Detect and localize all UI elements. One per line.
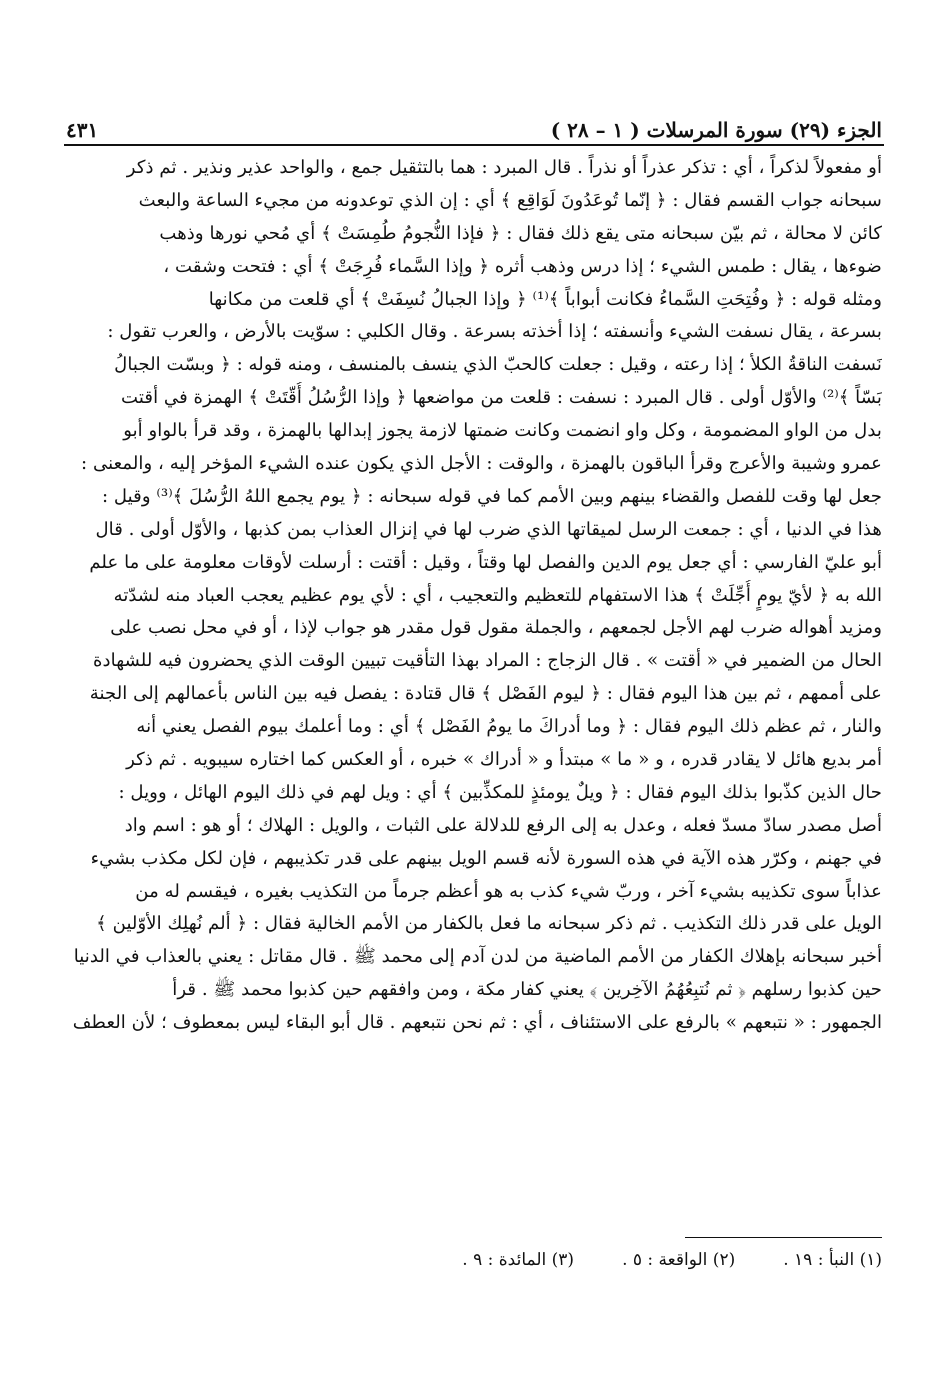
text-line: جعل لها وقت للفصل والقضاء بينهم وبين الأمم كما في قوله سبحانه : ﴿ يوم يجمع اللهُ الرُّسُلَ ﴾⁽³⁾ وقيل : — [102, 485, 882, 507]
body-text — [66, 152, 882, 1040]
footnote-2: (٢) الواقعة : ٥ . — [622, 1250, 736, 1270]
text-line: عمرو وشيبة والأعرج وقرأ الباقون بالهمزة ، والوقت : الأجل الذي يكون عنده الشيء المؤخر إليه ، والمعنى : — [81, 453, 882, 475]
footnote-3: (٣) المائدة : ٩ . — [462, 1250, 575, 1270]
text-line: الحال من الضمير في « أقتت » . قال الزجاج : المراد بهذا التأقيت تبيين الوقت الذي يحضرون فيه للشهادة — [93, 650, 882, 672]
header-rule — [64, 144, 884, 146]
text-line: ومزيد أهواله ضرب لهم الأجل لجمعهم ، والجملة مقول قول مقدر هو جواب لإذا ، أو في محل نصب على — [110, 617, 882, 639]
running-title: الجزء (٢٩) سورة المرسلات ( ١ – ٢٨ ) — [550, 118, 882, 142]
text-line: في جهنم ، وكرّر هذه الآية في هذه السورة لأنه قسم الويل بينهم على قدر تكذيبهم ، فإن لكل مكذب بشيء — [90, 847, 882, 869]
text-line: أو مفعولاً لذكراً ، أي : تذكر عذراً أو نذراً . قال المبرد : هما بالتثقيل جمع ، والواحد عذير ونذير . ثم ذكر — [126, 157, 882, 178]
page-header — [66, 108, 882, 142]
footnote-1: (١) النبأ : ١٩ . — [783, 1250, 882, 1270]
text-line: أخبر سبحانه بإهلاك الكفار من الأمم الماضية من لدن آدم إلى محمد ﷺ . قال مقاتل : يعني بالعذاب في الدنيا — [73, 946, 882, 968]
text-line: نَسفت الناقةُ الكلأ ؛ إذا رعته ، وقيل : جعلت كالحبّ الذي ينسف بالمنسف ، ومنه قوله : ﴿ وبسّت الجبالُ — [114, 354, 882, 376]
text-line: على أممهم ، ثم بين هذا اليوم فقال : ﴿ ليوم الفَصْل ﴾ قال قتادة : يفصل فيه بين الناس بأعمالهم إلى الجنة — [89, 683, 882, 705]
text-line: أمر بديع هائل لا يقادر قدره ، و « ما » مبتدأ و « أدراك » خبره ، أو العكس كما اختاره سيبويه . ثم ذكر — [126, 749, 882, 771]
text-line: الله به ﴿ لأيّ يومٍ أُجِّلَتْ ﴾ هذا الاستفهام للتعظيم والتعجيب ، أي : لأي يوم عظيم يعجب العباد منه لشدّته — [113, 584, 882, 606]
text-line: أصل مصدر سادّ مسدّ فعله ، وعدل به إلى الرفع للدلالة على الثبات ، والويل : الهلاك ؛ أو هو : اسم واد — [124, 814, 882, 836]
text-line: والنار ، ثم عظم ذلك اليوم فقال : ﴿ وما أدراكَ ما يومُ الفَصْل ﴾ أي : وما أعلمك بيوم الفصل يعني أنه — [136, 716, 882, 738]
text-line: الجمهور : « نتبعهم » بالرفع على الاستئناف ، أي : ثم نحن نتبعهم . قال أبو البقاء ليس بمعطوف ؛ لأن العطف — [72, 1012, 882, 1034]
text-line: ومثله قوله : ﴿ وفُتِحَتِ السَّماءُ فكانت أبواباً ﴾⁽¹⁾ ﴿ وإذا الجبالُ نُسِفَتْ ﴾ أي قلعت من مكانها — [208, 288, 882, 310]
footnote-rule — [685, 1237, 882, 1238]
text-line: بَسّاً ﴾⁽²⁾ والأوّل أولى . قال المبرد : نسفت : قلعت من مواضعها ﴿ وإذا الرُّسُلُ أُقّتَتْ ﴾ الهمزة في أقتت — [121, 387, 882, 409]
page-number: ٤٣١ — [66, 118, 99, 142]
text-line: ضوءها ، يقال : طمس الشيء ؛ إذا درس وذهب أثره ﴿ وإذا السَّماء فُرِجَتْ ﴾ أي : فتحت وشقت ، — [163, 255, 882, 277]
footnotes — [66, 1250, 882, 1270]
text-line: كائن لا محالة ، ثم بيّن سبحانه متى يقع ذلك فقال : ﴿ فإذا النُّجومُ طُمِسَتْ ﴾ أي مُحي نورها وذهب — [159, 222, 882, 244]
text-line: الويل على قدر ذلك التكذيب . ثم ذكر سبحانه ما فعل بالكفار من الأمم الخالية فقال : ﴿ ألم نُهلِك الأوّلين ﴾ — [96, 913, 882, 935]
text-line: حين كذبوا رسلهم ﴿ ثم نُتبِعُهُمُ الآخِرين ﴾ يعني كفار مكة ، ومن وافقهم حين كذبوا محمد ﷺ . قرأ — [172, 979, 882, 1001]
text-line: بدل من الواو المضمومة ، وكل واو انضمت وكانت ضمتها لازمة يجوز إبدالها بالهمزة ، وقد قرأ بالواو أبو — [123, 420, 882, 442]
text-line: أبو عليّ الفارسي : أي جعل يوم الدين والفصل لها وقتاً ، وقيل : أقتت : أرسلت لأوقات معلومة على ما علم — [89, 551, 882, 573]
text-line: هذا في الدنيا ، أي : جمعت الرسل لميقاتها الذي ضرب لها في إنزال العذاب بمن كذبها ، والأوّل أولى . قال — [95, 518, 882, 540]
text-line: حال الذين كذّبوا بذلك اليوم فقال : ﴿ ويلٌ يومئذٍ للمكذِّبين ﴾ أي : ويل لهم في ذلك اليوم الهائل ، وويل : — [118, 781, 882, 803]
text-line: بسرعة ، يقال نسفت الشيء وأنسفته ؛ إذا أخذته بسرعة . وقال الكلبي : سوّيت بالأرض ، والعرب تقول : — [107, 321, 882, 343]
text-line: عذاباً سوى تكذيبه بشيء آخر ، وربّ شيء كذب به هو أعظم جرماً من التكذيب بغيره ، فيقسم له من — [135, 880, 882, 902]
text-line: سبحانه جواب القسم فقال : ﴿ إنّما تُوعَدُونَ لَوَاقِع ﴾ أي : إن الذي توعدونه من مجيء الساعة والبعث — [138, 189, 882, 211]
